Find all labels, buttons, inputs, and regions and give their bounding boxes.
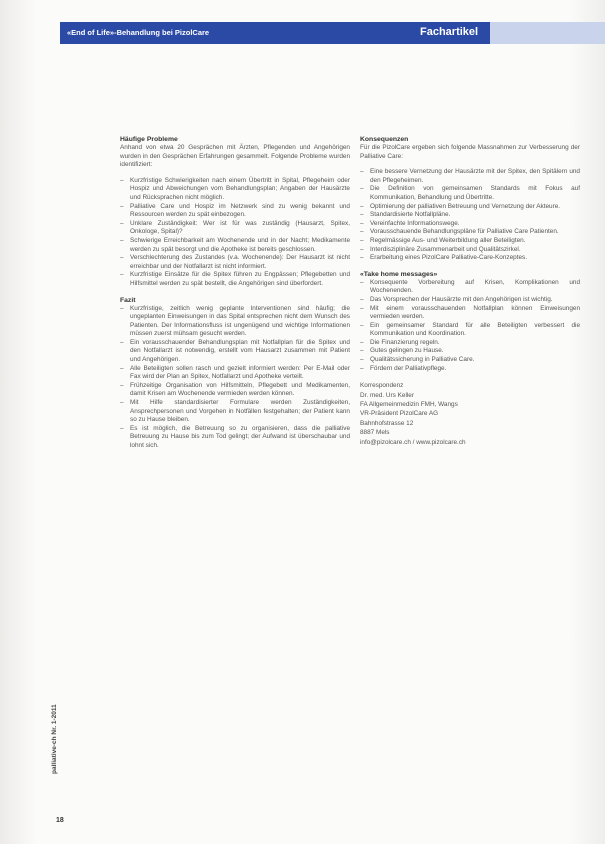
running-title: «End of Life»-Behandlung bei PizolCare <box>67 28 210 37</box>
right-column <box>360 135 580 447</box>
list-item: – Interdisziplinäre Zusammenarbeit und Qualitätszirkel. <box>360 246 580 255</box>
list-item: – Die Finanzierung regeln. <box>360 339 580 348</box>
list-item: – Ein vorausschauender Behandlungsplan mit Notfallplan für die Spitex und den Notfallarzt ist notwendig, erstellt vom Hausarzt zusammen mit Patient und Angehörigen. <box>120 339 350 365</box>
list-item: – Kurzfristige Schwierigkeiten nach einem Übertritt in Spital, Pflegeheim oder Hospiz und Abweichungen vom Behandlungsplan; Angaben der Hausärzte und Rücksprachen nicht möglich. <box>120 177 350 203</box>
list-item: – Eine bessere Vernetzung der Hausärzte mit der Spitex, den Spitälern und den Pflegeheimen. <box>360 168 580 185</box>
list-item: – Optimierung der palliativen Betreuung und Vernetzung der Akteure. <box>360 203 580 212</box>
list-item: – Es ist möglich, die Betreuung so zu organisieren, dass die palliative Betreuung zu Hause bis zum Tod gelingt; der Aufwand ist überschaubar und lohnt sich. <box>120 425 350 451</box>
contact-company: VR-Präsident PizolCare AG <box>360 410 439 418</box>
contact-email[interactable]: info@pizolcare.ch / www.pizolcare.ch <box>360 438 466 446</box>
list-item: – Kurzfristige, zeitlich wenig geplante Interventionen sind häufig; die ungeplanten Einweisungen in das Spital entsprechen nicht dem Wunsch des Patienten. Der Informationsfluss ist ungenügend und wichtige Informationen müssen zuerst mühsam gesucht werden. <box>120 305 350 339</box>
list-item: – Standardisierte Notfallpläne. <box>360 211 580 220</box>
list-item: – Ein gemeinsamer Standard für alle Beteiligten verbessert die Kommunikation und Koordination. <box>360 322 580 339</box>
list-item: – Palliative Care und Hospiz im Netzwerk sind zu wenig bekannt und Ressourcen werden zu spät einbezogen. <box>120 203 350 220</box>
contact-label: Korrespondenz <box>360 382 404 390</box>
page-number: 18 <box>56 817 64 824</box>
list-item: – Vorausschauende Behandlungspläne für Palliative Care Patienten. <box>360 228 580 237</box>
list-item: – Unklare Zuständigkeit: Wer ist für was zuständig (Hausarzt, Spitex, Onkologe, Spital)? <box>120 220 350 237</box>
list-item: – Kurzfristige Einsätze für die Spitex führen zu Engpässen; Pflegebetten und Hilfsmittel werden zu spät bestellt, die Angehörigen sind überfordert. <box>120 271 350 288</box>
problems-list <box>120 177 350 289</box>
list-item: – Qualitätssicherung in Palliative Care. <box>360 356 580 365</box>
consequences-intro: Für die PizolCare ergeben sich folgende Massnahmen zur Verbesserung der Palliative Care: <box>360 144 580 160</box>
list-item: – Fördern der Palliativpflege. <box>360 365 580 374</box>
list-item: – Regelmässige Aus- und Weiterbildung aller Beteiligten. <box>360 237 580 246</box>
heading-problems: Häufige Probleme <box>120 136 178 143</box>
list-item: – Gutes gelingen zu Hause. <box>360 347 580 356</box>
take-home-list <box>360 279 580 374</box>
list-item: – Vereinfachte Informationswege. <box>360 220 580 229</box>
heading-fazit: Fazit <box>120 296 136 304</box>
fazit-list <box>120 305 350 451</box>
list-item: – Die Definition von gemeinsamen Standards mit Fokus auf Kommunikation, Behandlung und Übertritte. <box>360 185 580 202</box>
heading-consequences: Konsequenzen <box>360 136 409 143</box>
journal-reference: palliative-ch Nr. 1-2011 <box>51 704 58 774</box>
list-item: – Mit Hilfe standardisierter Formulare werden Zuständigkeiten, Ansprechpersonen und Vorgehen in Notfällen festgehalten; der Patient kann so zu Hause bleiben. <box>120 399 350 425</box>
heading-take-home: «Take home messages» <box>360 270 438 278</box>
header-band-accent <box>490 22 605 44</box>
list-item: – Schwierige Erreichbarkeit am Wochenende und in der Nacht; Medikamente werden zu spät besorgt und die Apotheke ist bereits geschlossen. <box>120 237 350 254</box>
correspondence-block <box>360 381 580 447</box>
list-item: – Konsequente Vorbereitung auf Krisen, Komplikationen und Wochenenden. <box>360 279 580 296</box>
section-label: Fachartikel <box>420 26 479 38</box>
consequences-list <box>360 168 580 263</box>
list-item: – Erarbeitung eines PizolCare Palliative-Care-Konzeptes. <box>360 254 580 263</box>
problems-intro: Anhand von etwa 20 Gesprächen mit Ärzten, Pflegenden und Angehörigen wurden in den Gesprächen Erfahrungen gesammelt. Folgende Probleme wurden identifiziert: <box>120 144 350 169</box>
contact-city: 8887 Mels <box>360 429 390 437</box>
left-column <box>120 135 350 458</box>
contact-org: FA Allgemeinmedizin FMH, Wangs <box>360 401 458 409</box>
list-item: – Verschlechterung des Zustandes (v.a. Wochenende): Der Hausarzt ist nicht erreichbar und der Notfallarzt ist nicht informiert. <box>120 254 350 271</box>
list-item: – Mit einem vorausschauenden Notfallplan können Einweisungen vermieden werden. <box>360 305 580 322</box>
list-item: – Frühzeitige Organisation von Hilfsmitteln, Pflegebett und Medikamenten, damit Krisen am Wochenende vermieden werden können. <box>120 382 350 399</box>
contact-street: Bahnhofstrasse 12 <box>360 419 414 427</box>
list-item: – Das Vorsprechen der Hausärzte mit den Angehörigen ist wichtig. <box>360 296 580 305</box>
list-item: – Alle Beteiligten sollen rasch und gezielt informiert werden: Per E-Mail oder Fax wird der Plan an Spitex, Notfallarzt und Apotheke verteilt. <box>120 365 350 382</box>
contact-name: Dr. med. Urs Keller <box>360 391 414 399</box>
